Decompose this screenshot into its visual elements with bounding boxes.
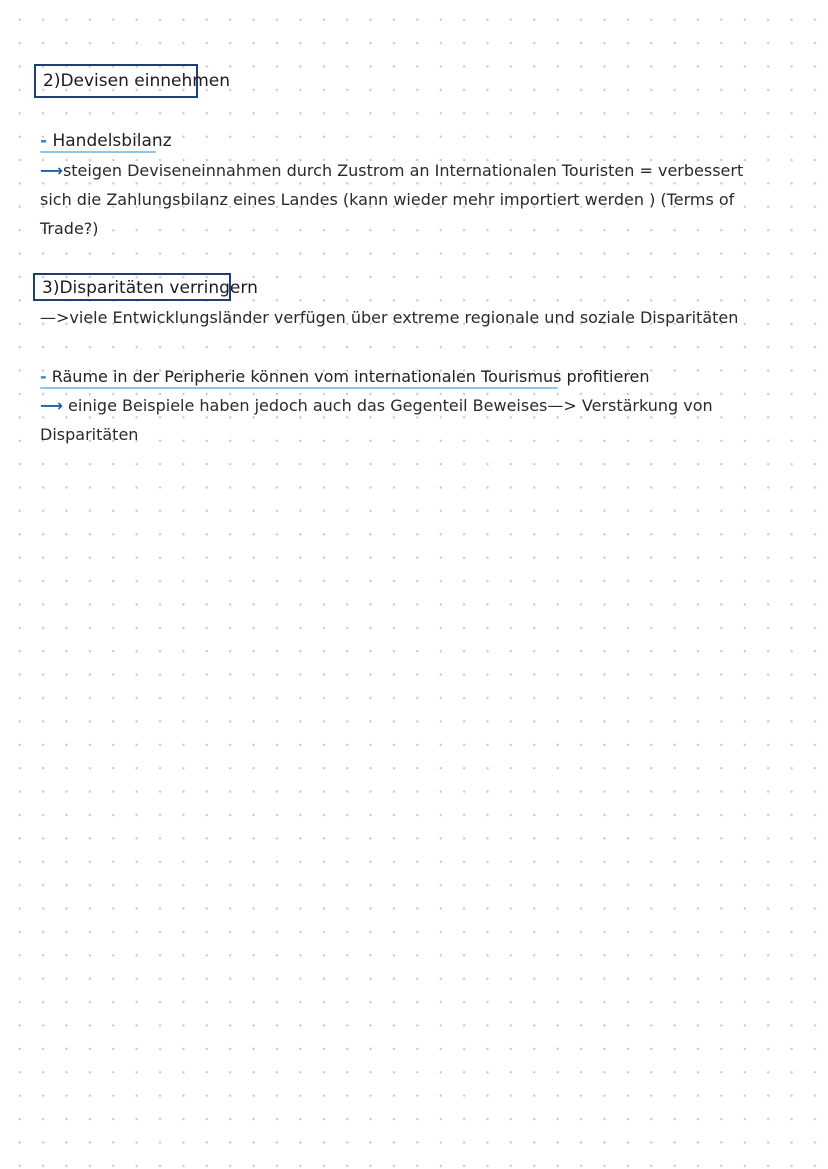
point-peripherie xyxy=(40,366,650,388)
arrow-icon: ⟶ xyxy=(40,396,63,415)
section-3-line-2-text: einige Beispiele haben jedoch auch das Gegenteil Beweises—> Verstärkung von xyxy=(68,396,713,415)
section-2-line-3 xyxy=(40,218,99,240)
arrow-icon: ⟶ xyxy=(40,161,63,180)
section-2-line-1-text: steigen Deviseneinnahmen durch Zustrom an Internationalen Touristen = verbessert xyxy=(62,161,744,180)
section-2-line-1 xyxy=(40,160,743,182)
section-3-line-1 xyxy=(40,307,738,329)
bullet-dash: - xyxy=(40,131,48,151)
arrow-icon: —> xyxy=(40,308,70,327)
handelsbilanz-underline xyxy=(40,151,156,153)
section-3-heading-text: 3)Disparitäten verringern xyxy=(42,278,258,298)
subheading-handelsbilanz xyxy=(40,130,172,152)
peripherie-underline xyxy=(40,387,558,389)
section-2-heading xyxy=(34,64,231,98)
section-3-heading xyxy=(33,273,258,301)
section-3-line-1-text: viele Entwicklungsländer verfügen über extreme regionale und soziale Disparitäten xyxy=(69,308,739,327)
bullet-dash: - xyxy=(40,367,47,386)
section-3-line-3 xyxy=(40,424,138,446)
section-2-heading-text: 2)Devisen einnehmen xyxy=(43,71,231,91)
section-2-line-3-text: Trade?) xyxy=(40,219,99,238)
subheading-handelsbilanz-text: Handelsbilanz xyxy=(52,131,172,151)
section-3-line-2 xyxy=(40,395,713,417)
section-2-line-2-text: sich die Zahlungsbilanz eines Landes (kann wieder mehr importiert werden ) (Terms of xyxy=(40,190,735,209)
section-2-line-2 xyxy=(40,189,734,211)
section-3-line-3-text: Disparitäten xyxy=(40,425,139,444)
point-peripherie-text: Räume in der Peripherie können vom internationalen Tourismus profitieren xyxy=(51,367,650,386)
